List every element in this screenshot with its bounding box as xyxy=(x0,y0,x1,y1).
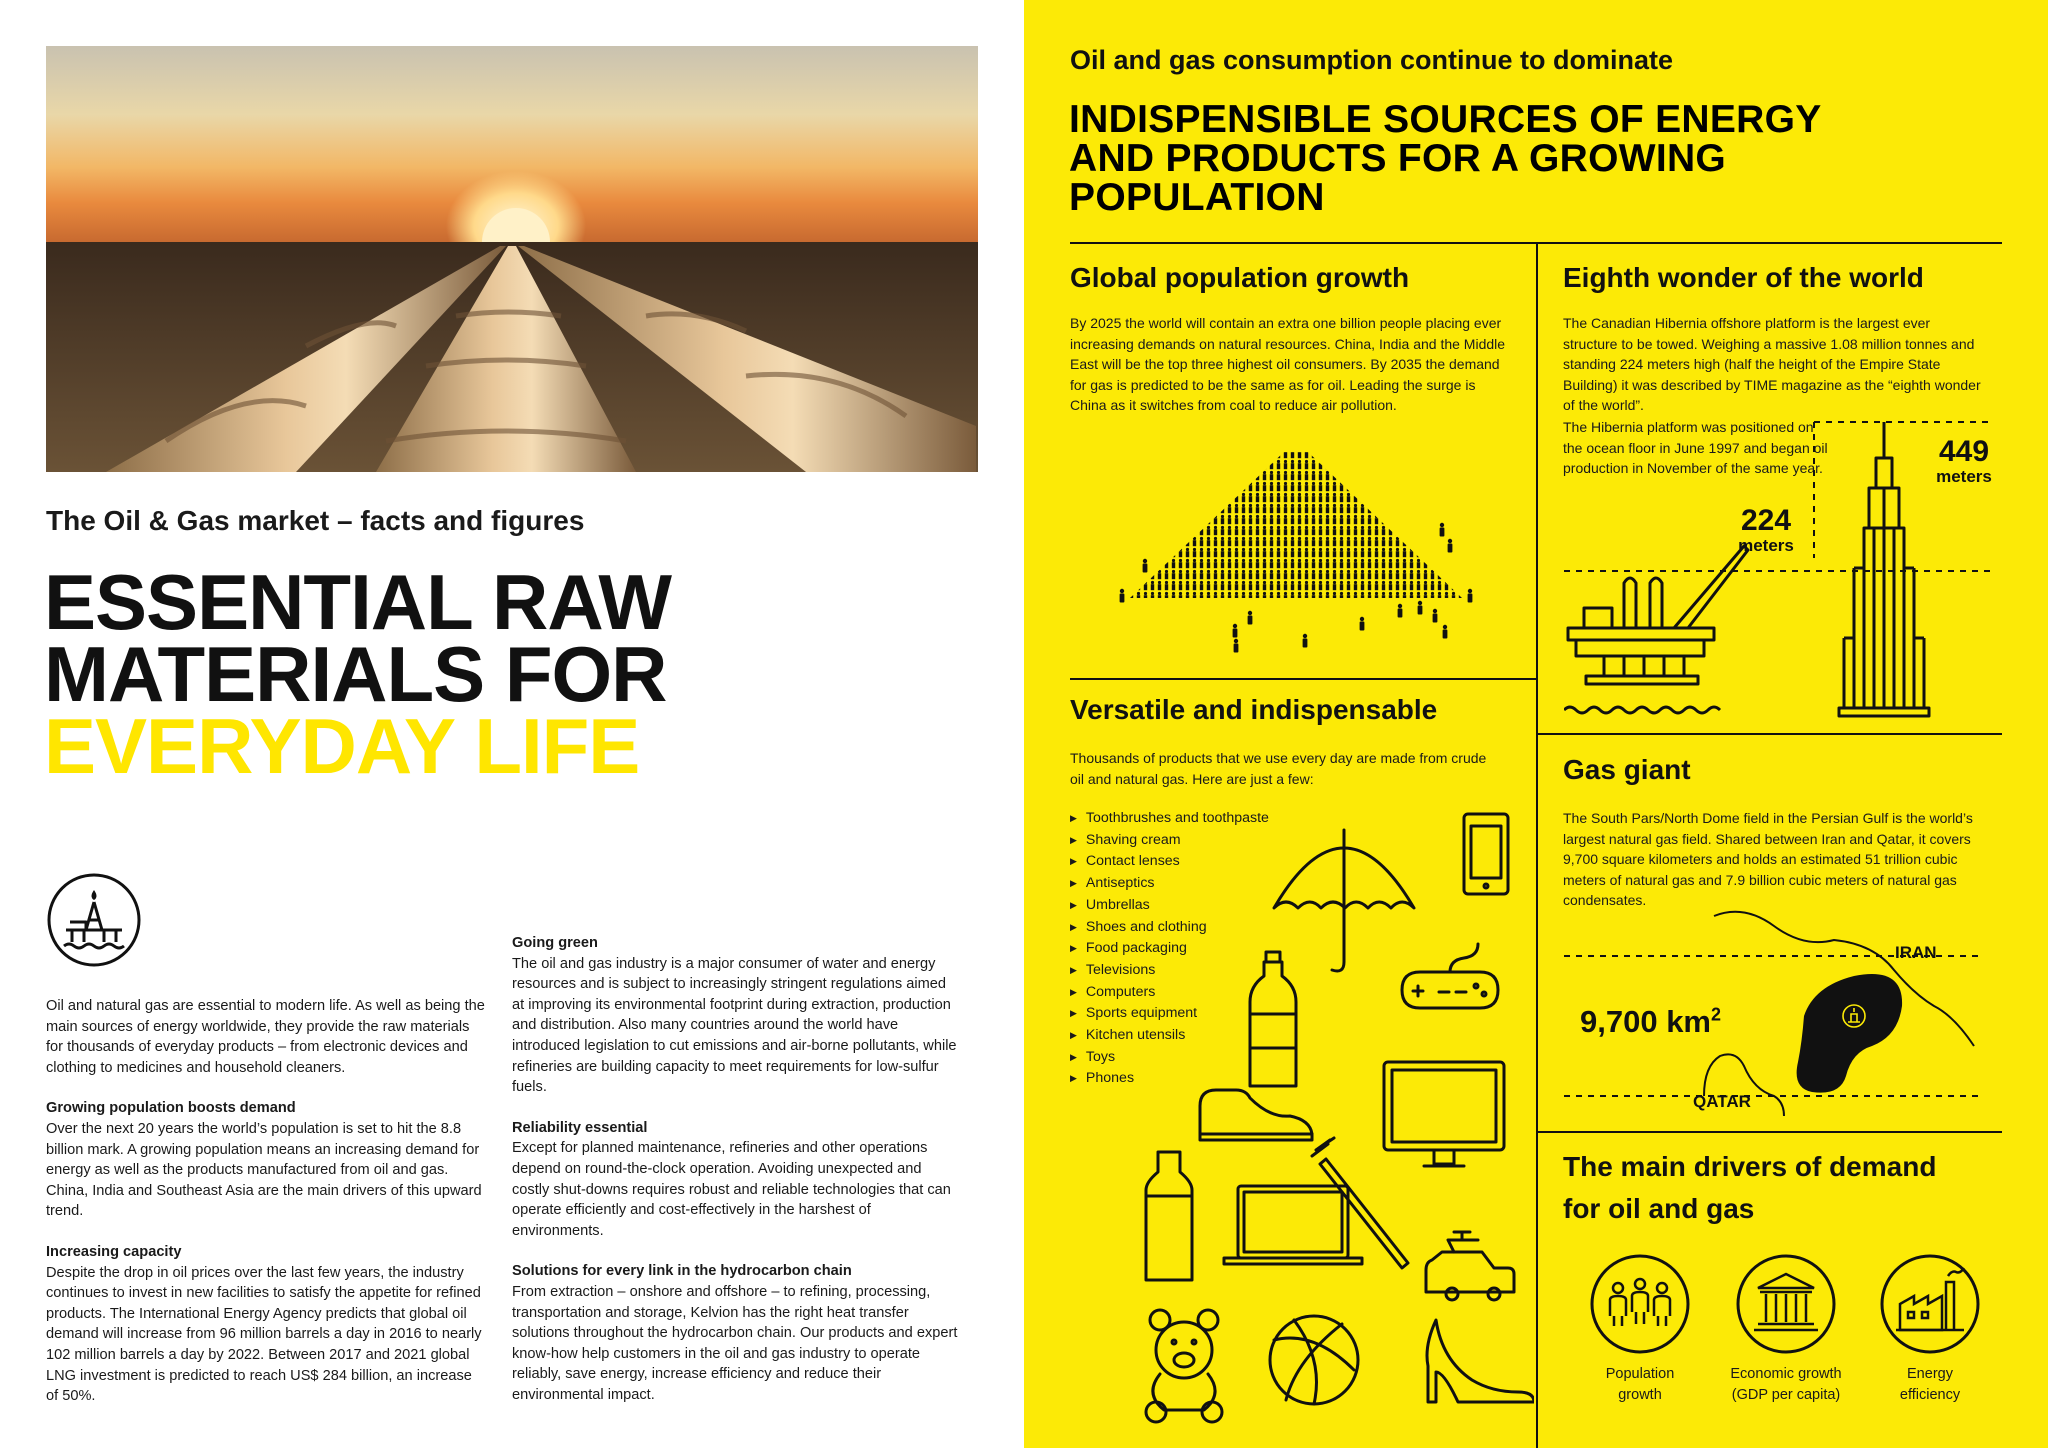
section-heading: Growing population boosts demand xyxy=(46,1100,296,1117)
wonder-text-2: The Hibernia platform was positioned on the ocean floor in June 1997 and began oil production in November of the same year. xyxy=(1563,419,1828,477)
population-growth-icon xyxy=(1588,1252,1692,1356)
umbrella-icon xyxy=(1274,830,1414,971)
list-item: ▶ Phones xyxy=(1070,1068,1269,1090)
list-item: ▶ Shoes and clothing xyxy=(1070,917,1269,939)
section-text: Over the next 20 years the world’s population is set to hit the 8.8 billion mark. A growing population means an increasing demand for energy as well as the products manufactured from oil and gas. China, India and Southeast Asia are the main drivers of this upward trend. xyxy=(46,1120,482,1220)
list-item: ▶ Toys xyxy=(1070,1047,1269,1069)
left-kicker: The Oil & Gas market – facts and figures xyxy=(46,505,585,536)
driver-label-line-2: (GDP per capita) xyxy=(1731,1387,1841,1403)
text-column-1 xyxy=(46,996,486,1427)
bottle-icon xyxy=(1250,952,1296,1086)
gas-area-superscript: 2 xyxy=(1711,1004,1722,1025)
driver-label xyxy=(1711,1364,1861,1406)
product-icons xyxy=(1064,800,1534,1440)
drivers-title xyxy=(1563,1146,1936,1230)
television-icon xyxy=(1384,1062,1504,1166)
headline-line-2: MATERIALS FOR xyxy=(44,630,667,718)
right-title-line-2: AND PRODUCTS FOR A GROWING xyxy=(1069,137,1727,180)
list-item: ▶ Computers xyxy=(1070,982,1269,1004)
list-item: ▶ Kitchen utensils xyxy=(1070,1025,1269,1047)
headline-highlight: EVERYDAY LIFE xyxy=(44,702,640,790)
section-text: Despite the drop in oil prices over the last few years, the industry continues to invest in new facilities to satisfy the appetite for refined products. The International Energy Agency predicts that global oil demand will increase from 96 million barrels a day in 2016 to nearly 102 million barrels a day by 2022. Between 2017 and 2021 global LNG investment is predicted to reach US$ 284 billion, an increase of 50%. xyxy=(46,1264,482,1405)
driver-label-line-2: efficiency xyxy=(1899,1387,1961,1403)
energy-efficiency-icon xyxy=(1878,1252,1982,1356)
gas-area-number: 9,700 km xyxy=(1580,1004,1711,1039)
population-title: Global population growth xyxy=(1070,262,1410,293)
section-heading: Reliability essential xyxy=(512,1119,648,1136)
game-controller-icon xyxy=(1402,944,1498,1008)
toothbrush-icon xyxy=(1312,1138,1408,1268)
list-item: ▶ Contact lenses xyxy=(1070,851,1269,873)
divider xyxy=(1538,733,2002,735)
section-text: From extraction – onshore and offshore – to refining, processing, transportation and storage, Kelvion has the right heat transfer solutions throughout the hydrocarbon chain. Our products and expert know-how help customers in the oil and gas industry to operate reliably, save energy, increase efficiency and reduce their environmental impact. xyxy=(512,1283,958,1403)
divider xyxy=(1538,1131,2002,1133)
driver-label-line-1: Economic growth xyxy=(1730,1366,1842,1382)
building-height-value: 449 xyxy=(1938,435,1990,468)
drivers-title-line-2: for oil and gas xyxy=(1563,1193,1755,1224)
list-item: ▶ Toothbrushes and toothpaste xyxy=(1070,808,1269,830)
toothpaste-tube-icon xyxy=(1146,1152,1192,1280)
population-text: By 2025 the world will contain an extra one billion people placing ever increasing demands on natural resources. China, India and the Middle East will be the top three highest oil consumers. By 2035 the demand for gas is predicted to be the same as for oil. Leading the surge is China as it switches from coal to reduce air pollution. xyxy=(1070,315,1506,414)
section-heading: Solutions for every link in the hydrocarbon chain xyxy=(512,1263,852,1280)
versatile-title: Versatile and indispensable xyxy=(1070,694,1438,725)
toy-car-icon xyxy=(1426,1232,1514,1300)
left-headline xyxy=(44,558,671,790)
ball-icon xyxy=(1270,1316,1358,1404)
gas-area-value xyxy=(1580,1004,1721,1040)
right-title-line-3: POPULATION xyxy=(1069,176,1325,219)
section-text: The oil and gas industry is a major consumer of water and energy resources and is subject to increasingly stringent regulations aimed at improving its environmental footprint during extraction, production and distribution. Also many countries around the world have introduced legislation to cut emissions and air-borne pollutants, while refineries are building capacity to meet requirements for low-sulfur fuels. xyxy=(512,955,957,1096)
driver-label-line-1: Energy xyxy=(1907,1366,1953,1382)
list-item: ▶ Antiseptics xyxy=(1070,873,1269,895)
right-page xyxy=(1024,0,2048,1448)
map-label-iran: IRAN xyxy=(1895,943,1937,962)
text-column-2 xyxy=(512,933,962,1425)
section-heading: Going green xyxy=(512,935,598,951)
building-height-unit: meters xyxy=(1936,467,1992,486)
wonder-text: The Canadian Hibernia offshore platform is the largest ever structure to be towed. Weighing a massive 1.08 million tonnes and standing 224 meters high (half the height of the Empire State Building) it was described by TIME magazine as the “eighth wonder of the world”. xyxy=(1563,315,1981,414)
versatile-text: Thousands of products that we use every day are made from crude oil and natural gas. Here are just a few: xyxy=(1070,750,1487,787)
drivers-title-line-1: The main drivers of demand xyxy=(1563,1151,1937,1182)
list-item: ▶ Sports equipment xyxy=(1070,1003,1269,1025)
crowd-illustration xyxy=(1100,448,1500,668)
economic-growth-icon xyxy=(1734,1252,1838,1356)
high-heel-icon xyxy=(1427,1320,1534,1402)
divider xyxy=(1070,678,1536,680)
gas-text: The South Pars/North Dome field in the Persian Gulf is the world’s largest natural gas field. Shared between Iran and Qatar, it covers 9,700 square kilometers and holds an estimated 51 trillion cubic meters of natural gas and 7.9 billion cubic meters of natural gas condensates. xyxy=(1563,810,1973,909)
laptop-icon xyxy=(1224,1186,1362,1264)
right-title-line-1: INDISPENSIBLE SOURCES OF ENERGY xyxy=(1069,98,1822,141)
gas-title: Gas giant xyxy=(1563,754,1691,785)
list-item: ▶ Shaving cream xyxy=(1070,830,1269,852)
driver-label xyxy=(1565,1364,1715,1406)
intro-paragraph: Oil and natural gas are essential to modern life. As well as being the main sources of energy worldwide, they provide the raw materials for thousands of everyday products – from electronic devices and clothing to medicines and household cleaners. xyxy=(46,998,485,1076)
pipeline-sunset-photo xyxy=(46,46,978,472)
headline-line-1: ESSENTIAL RAW xyxy=(44,558,671,646)
list-item: ▶ Televisions xyxy=(1070,960,1269,982)
platform-vs-building-illustration xyxy=(1564,418,1994,718)
shoe-icon xyxy=(1200,1090,1312,1140)
offshore-platform-icon xyxy=(46,872,142,968)
platform-height-unit: meters xyxy=(1738,536,1794,555)
list-item: ▶ Food packaging xyxy=(1070,938,1269,960)
section-text: Except for planned maintenance, refineries and other operations depend on round-the-clock operation. Avoiding unexpected and costly shut-downs requires robust and reliable technologies that can operate efficiently and cost-effectively in the harshest of environments. xyxy=(512,1140,951,1239)
right-title xyxy=(1069,100,1822,217)
map-label-qatar: QATAR xyxy=(1693,1092,1751,1111)
driver-label xyxy=(1855,1364,2005,1406)
phone-icon xyxy=(1464,814,1508,894)
section-heading: Increasing capacity xyxy=(46,1243,182,1260)
list-item: ▶ Umbrellas xyxy=(1070,895,1269,917)
platform-height-value: 224 xyxy=(1740,504,1792,537)
divider xyxy=(1536,244,1538,1448)
teddy-bear-icon xyxy=(1146,1310,1222,1422)
driver-label-line-2: growth xyxy=(1618,1387,1662,1403)
right-kicker: Oil and gas consumption continue to dominate xyxy=(1070,45,1674,75)
driver-label-line-1: Population xyxy=(1605,1366,1675,1382)
wonder-title: Eighth wonder of the world xyxy=(1563,262,1924,293)
